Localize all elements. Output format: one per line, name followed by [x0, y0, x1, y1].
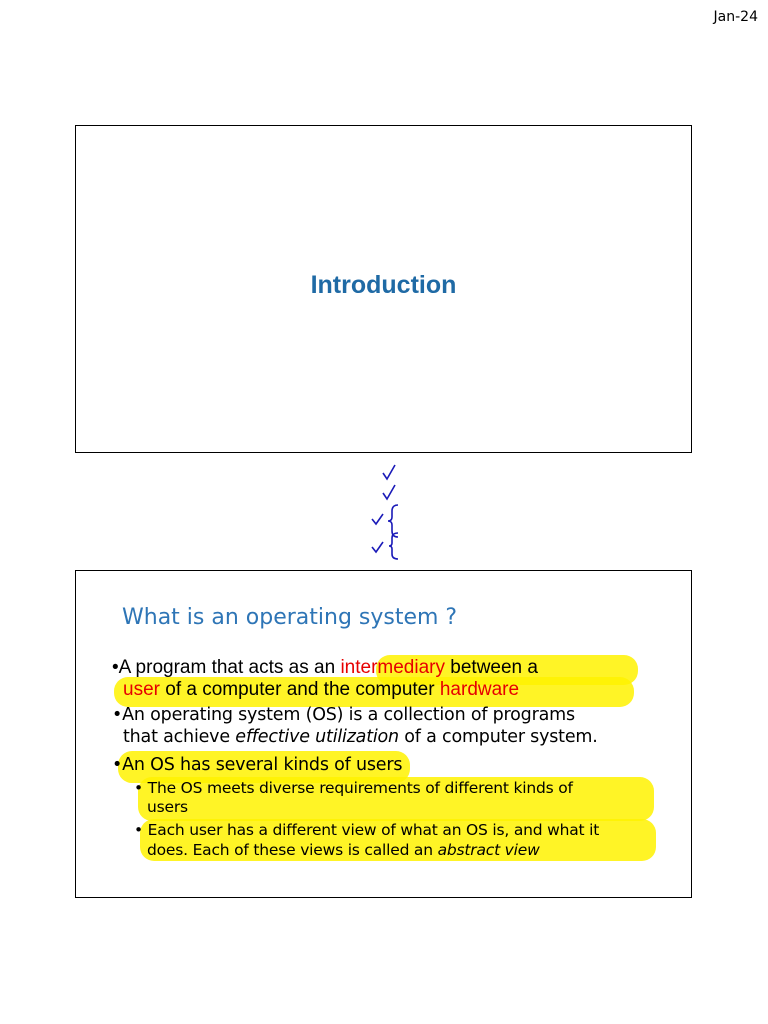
- slide-introduction: [75, 125, 692, 453]
- note-right-5: So each user has different view of what an OS is: [402, 531, 636, 542]
- bullet-dot: •: [134, 821, 148, 839]
- note-right-6: This is called Abstract View of OS: [404, 545, 568, 556]
- handwritten-notes: [0, 453, 768, 570]
- bullet-1-text: of a computer and the computer: [159, 679, 440, 700]
- sub-bullet-2-line-2: [147, 841, 540, 859]
- bullet-1-line-1: [112, 657, 538, 679]
- checkmark-icons: [372, 465, 398, 559]
- bullet-1-line-2: [123, 679, 519, 701]
- keyword-user: user: [123, 679, 160, 700]
- page-date: Jan-24: [713, 9, 758, 25]
- sub-bullet-1-line-2: users: [147, 798, 188, 816]
- bullet-dot: •: [112, 705, 123, 725]
- note-left-2: What is Abstract View of OS: [130, 504, 346, 522]
- bullet-2-text: of a computer system.: [398, 727, 598, 747]
- slide-heading: What is an operating system ?: [122, 605, 458, 630]
- keyword-hardware: hardware: [439, 679, 520, 700]
- bullet-3-text: An OS has several kinds of users: [122, 755, 403, 775]
- bullet-dot: •: [134, 779, 148, 797]
- note-left-1: What is OS: [130, 482, 215, 500]
- bullet-dot: •: [112, 755, 123, 775]
- sub-bullet-2-text: does. Each of these views is called an: [147, 841, 438, 859]
- note-right-4: different requirements of diverse users: [402, 517, 592, 528]
- sub-bullet-2-line-1: [134, 821, 599, 839]
- emphasis-abstract-view: abstract view: [437, 841, 540, 859]
- bullet-2-line-2: [123, 727, 598, 747]
- bullet-dot: •: [112, 657, 119, 678]
- bullet-2-text: that achieve: [123, 727, 236, 747]
- sub-bullet-2-text: Each user has a different view of what an OS is, and what it: [147, 821, 600, 839]
- bullet-1-text: A program that acts as an: [118, 657, 341, 678]
- emphasis-effective-utilization: effective utilization: [235, 727, 399, 747]
- slide-title: Introduction: [310, 271, 457, 299]
- bullet-2-line-1: [112, 705, 575, 725]
- note-right-2: It is intermediary between user & hardware: [398, 488, 634, 500]
- note-right-3: OS has different types of users. It satisfies: [402, 504, 607, 515]
- bullet-3: [112, 755, 402, 775]
- sub-bullet-1-line-1: [134, 779, 573, 797]
- sub-bullet-1-text: The OS meets diverse requirements of different kinds of: [147, 779, 573, 797]
- bullet-2-text: An operating system (OS) is a collection of programs: [122, 705, 575, 725]
- slide-what-is-os: [75, 570, 692, 898]
- bullet-1-text: between a: [445, 657, 538, 678]
- note-right-1: OS is a program: [398, 470, 506, 485]
- keyword-intermediary: intermediary: [340, 657, 445, 678]
